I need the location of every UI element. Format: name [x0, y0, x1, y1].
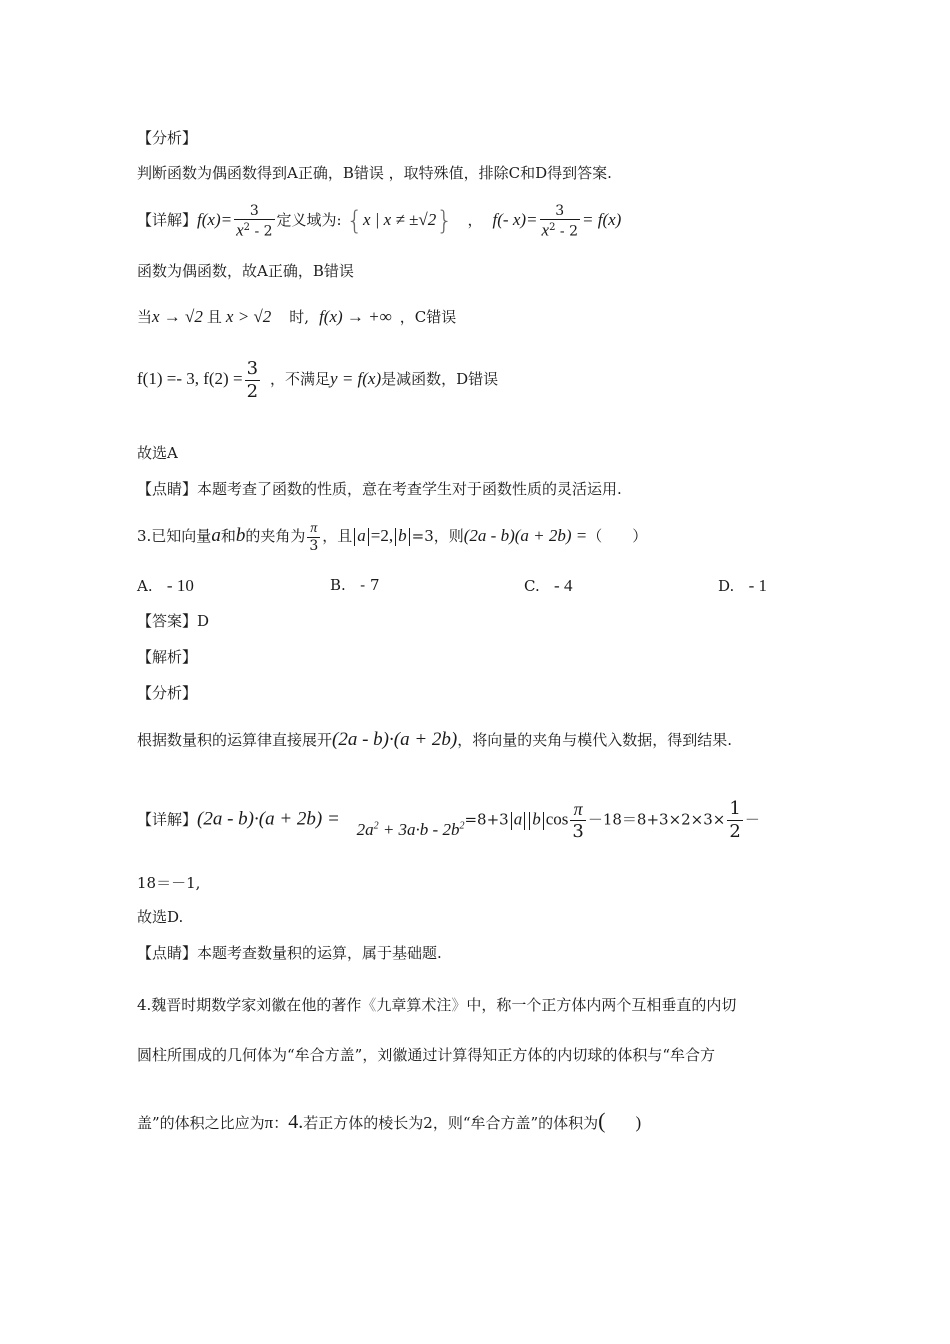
limit-line: 当x → √2 且 x > √2 时, f(x) → +∞ ，C错误	[137, 307, 457, 326]
f-neg-rhs: = f(x)	[582, 210, 622, 229]
expansion: $2a^2 + 3a\cdot b - 2b^2$	[356, 819, 465, 839]
value-lhs: f(1) =- 3, f(2) =	[137, 369, 243, 388]
fraction-pi-over-3-b: $\frac{\pi}{3}$	[572, 799, 584, 843]
limit-cond-2: x > √2	[225, 307, 272, 326]
vector-b: b	[235, 525, 246, 546]
question-4-line-3: 盖”的体积之比应为π：4.若正方体的棱长为2，则“牟合方盖”的体积为( )	[137, 1108, 642, 1133]
domain-set: x | x ≠ ±√2	[362, 210, 437, 229]
fraction-1-over-2: $\frac{1}{2}$	[729, 798, 741, 843]
answer-value: D	[197, 612, 210, 630]
fraction-3-over-x2-2: $\frac{3}{x^2 - 2}$	[236, 202, 273, 240]
detail-heading-1: 【详解】	[137, 211, 198, 229]
q3-expression: (2a - b)(a + 2b) =	[463, 526, 588, 545]
limit-result: f(x) → +∞	[319, 307, 392, 326]
option-c[interactable]: C. - 4	[524, 576, 573, 595]
domain-label: 定义域为:	[276, 211, 342, 229]
option-d[interactable]: D. - 1	[718, 576, 767, 595]
detail-line-1: 【详解】f(x)= $\frac{3}{x^2 - 2}$ 定义域为: {x | x ≠ ±√2} ， f(- x)= $\frac{3}{x^2 - 2}$ = f(x)	[137, 202, 622, 240]
even-function-line: 函数为偶函数，故A正确，B错误	[137, 262, 354, 280]
value-line: f(1) =- 3, f(2) = $\frac{3}{2}$ ，不满足y = f(x)是减函数，D错误	[137, 357, 499, 402]
remark-1: 【点睛】本题考查了函数的性质，意在考查学生对于函数性质的灵活运用.	[137, 480, 622, 498]
function-y: y = f(x)	[330, 369, 382, 388]
option-a[interactable]: A. - 10	[137, 576, 194, 595]
choose-d: 故选D.	[137, 908, 184, 926]
fraction-neg: $\frac{3}{x^2 - 2}$	[541, 202, 578, 240]
question-4-line-2: 圆柱所围成的几何体为“牟合方盖”，刘徽通过计算得知正方体的内切球的体积与“牟合方	[137, 1046, 716, 1064]
vector-a: a	[211, 525, 221, 546]
detail-expr: (2a - b)·(a + 2b) =	[197, 808, 340, 830]
question-4-line-1: 4.魏晋时期数学家刘徽在他的著作《九章算术注》中，称一个正方体内两个互相垂直的内切	[137, 996, 737, 1014]
question-3-stem: 3.已知向量a和b的夹角为 $\frac{\pi}{3}$ ，且 a =2, b =3，则(2a - b)(a + 2b) =（ ）	[137, 520, 648, 554]
detail-result: 18＝－1,	[137, 874, 201, 892]
analysis-text-1: 判断函数为偶函数得到A正确，B错误 ，取特殊值，排除C和D得到答案.	[137, 164, 612, 182]
remark-2: 【点睛】本题考查数量积的运算，属于基础题.	[137, 944, 442, 962]
fraction-pi-over-3: $\frac{\pi}{3}$	[309, 520, 319, 554]
book-title: 九章算术注	[376, 996, 452, 1014]
f-neg-lhs: f(- x)=	[492, 210, 538, 229]
fraction-3-over-2: $\frac{3}{2}$	[246, 357, 259, 402]
solution-heading: 【解析】	[137, 648, 198, 666]
analysis-heading-1: 【分析】	[137, 129, 198, 147]
detail-line-2: 【详解】$(2a - b)\cdot(a + 2b) = 2a^2 + 3a\cdot b - 2b^2=8+3$ a b cos $\frac{\pi}{3}$ －18＝8+3×2×3× $\frac{1}{2}$ －	[137, 798, 760, 843]
analysis-text-2: 根据数量积的运算律直接展开(2a - b)·(a + 2b)，将向量的夹角与模代入数据，得到结果.	[137, 729, 733, 750]
limit-cond-1: x → √2	[152, 307, 203, 326]
f-lhs: f(x)=	[197, 210, 233, 229]
choose-a: 故选A	[137, 444, 178, 462]
analysis-heading-2: 【分析】	[137, 684, 198, 702]
analysis-expr: (2a - b)·(a + 2b)	[332, 729, 458, 750]
option-b[interactable]: B. - 7	[330, 576, 380, 594]
answer-line: 【答案】D	[137, 612, 210, 630]
